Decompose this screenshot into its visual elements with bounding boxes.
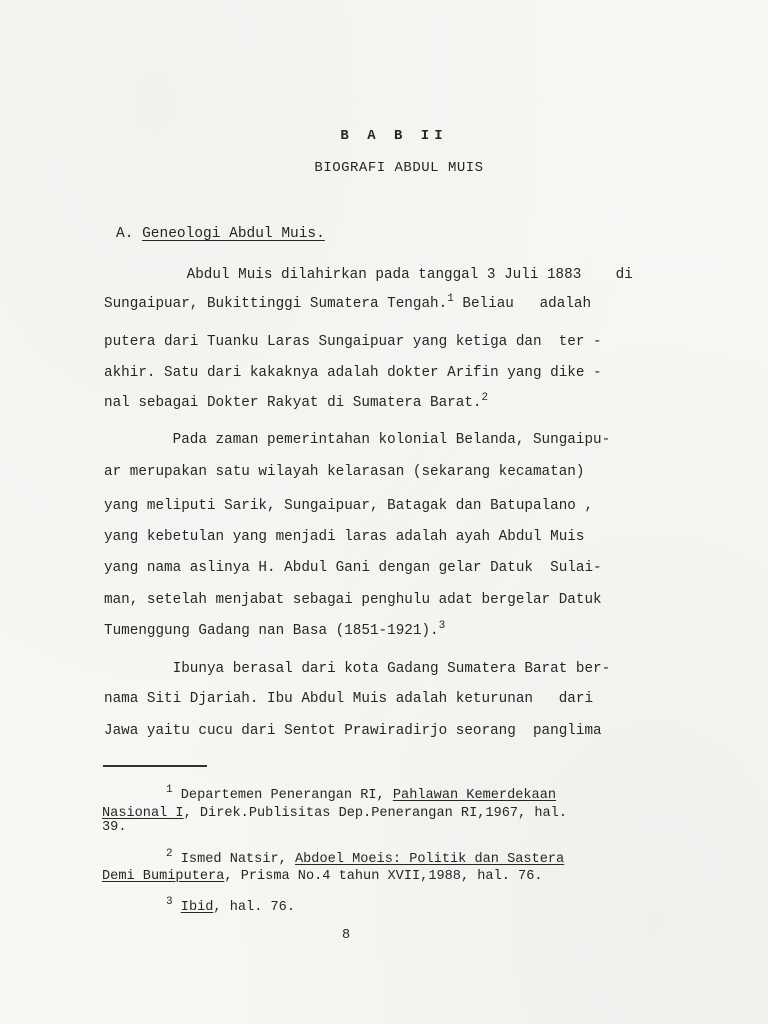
body-line: yang nama aslinya H. Abdul Gani dengan gelar Datuk Sulai- [104,560,602,576]
body-line: Sungaipuar, Bukittinggi Sumatera Tengah.$^1$ Beliau adalah [104,293,592,312]
section-heading [116,226,325,242]
footnote-ref: 1 [447,293,454,305]
body-line: akhir. Satu dari kakaknya adalah dokter Arifin yang dike - [104,365,602,381]
chapter-title: BIOGRAFI ABDUL MUIS [314,160,484,176]
page-number: 8 [342,928,351,943]
body-line: Ibunya berasal dari kota Gadang Sumatera Barat ber- [104,661,611,677]
section-marker: A. [116,226,134,242]
body-line: Abdul Muis dilahirkan pada tanggal 3 Juli 1883 di [118,267,633,283]
footnote-2-line-2: Demi Bumiputera, Prisma No.4 tahun XVII,1988, hal. 76. [102,869,543,884]
body-line: yang kebetulan yang menjadi laras adalah ayah Abdul Muis [104,529,585,545]
body-line: man, setelah menjabat sebagai penghulu adat bergelar Datuk [104,592,602,608]
footnote-2: $^2$ Ismed Natsir, Abdoel Moeis: Politik dan Sastera [166,848,565,867]
body-line: Tumenggung Gadang nan Basa (1851-1921).$^3$ [104,620,446,639]
section-title: Geneologi Abdul Muis. [142,226,325,242]
body-line: Jawa yaitu cucu dari Sentot Prawiradirjo seorang panglima [104,723,602,739]
body-line: nama Siti Djariah. Ibu Abdul Muis adalah keturunan dari [104,691,594,707]
body-line: putera dari Tuanku Laras Sungaipuar yang ketiga dan ter - [104,334,602,350]
footnote-1-line-2: Nasional I, Direk.Publisitas Dep.Penerangan RI,1967, hal. [102,806,567,821]
footnote-3: $^3$ Ibid, hal. 76. [166,896,295,915]
body-line: nal sebagai Dokter Rakyat di Sumatera Barat.$^2$ [104,392,489,411]
body-line: ar merupakan satu wilayah kelarasan (sekarang kecamatan) [104,464,585,480]
footnote-ref: 2 [481,392,489,404]
chapter-heading: B A B II [340,128,448,144]
footnote-ref: 3 [438,620,446,632]
footnote-divider [103,765,207,767]
footnote-1: $^1$ Departemen Penerangan RI, Pahlawan Kemerdekaan [166,784,557,803]
body-line: Pada zaman pemerintahan kolonial Belanda, Sungaipu- [104,432,611,448]
footnote-1-line-3: 39. [102,820,127,835]
body-line: yang meliputi Sarik, Sungaipuar, Batagak dan Batupalano , [104,498,594,514]
